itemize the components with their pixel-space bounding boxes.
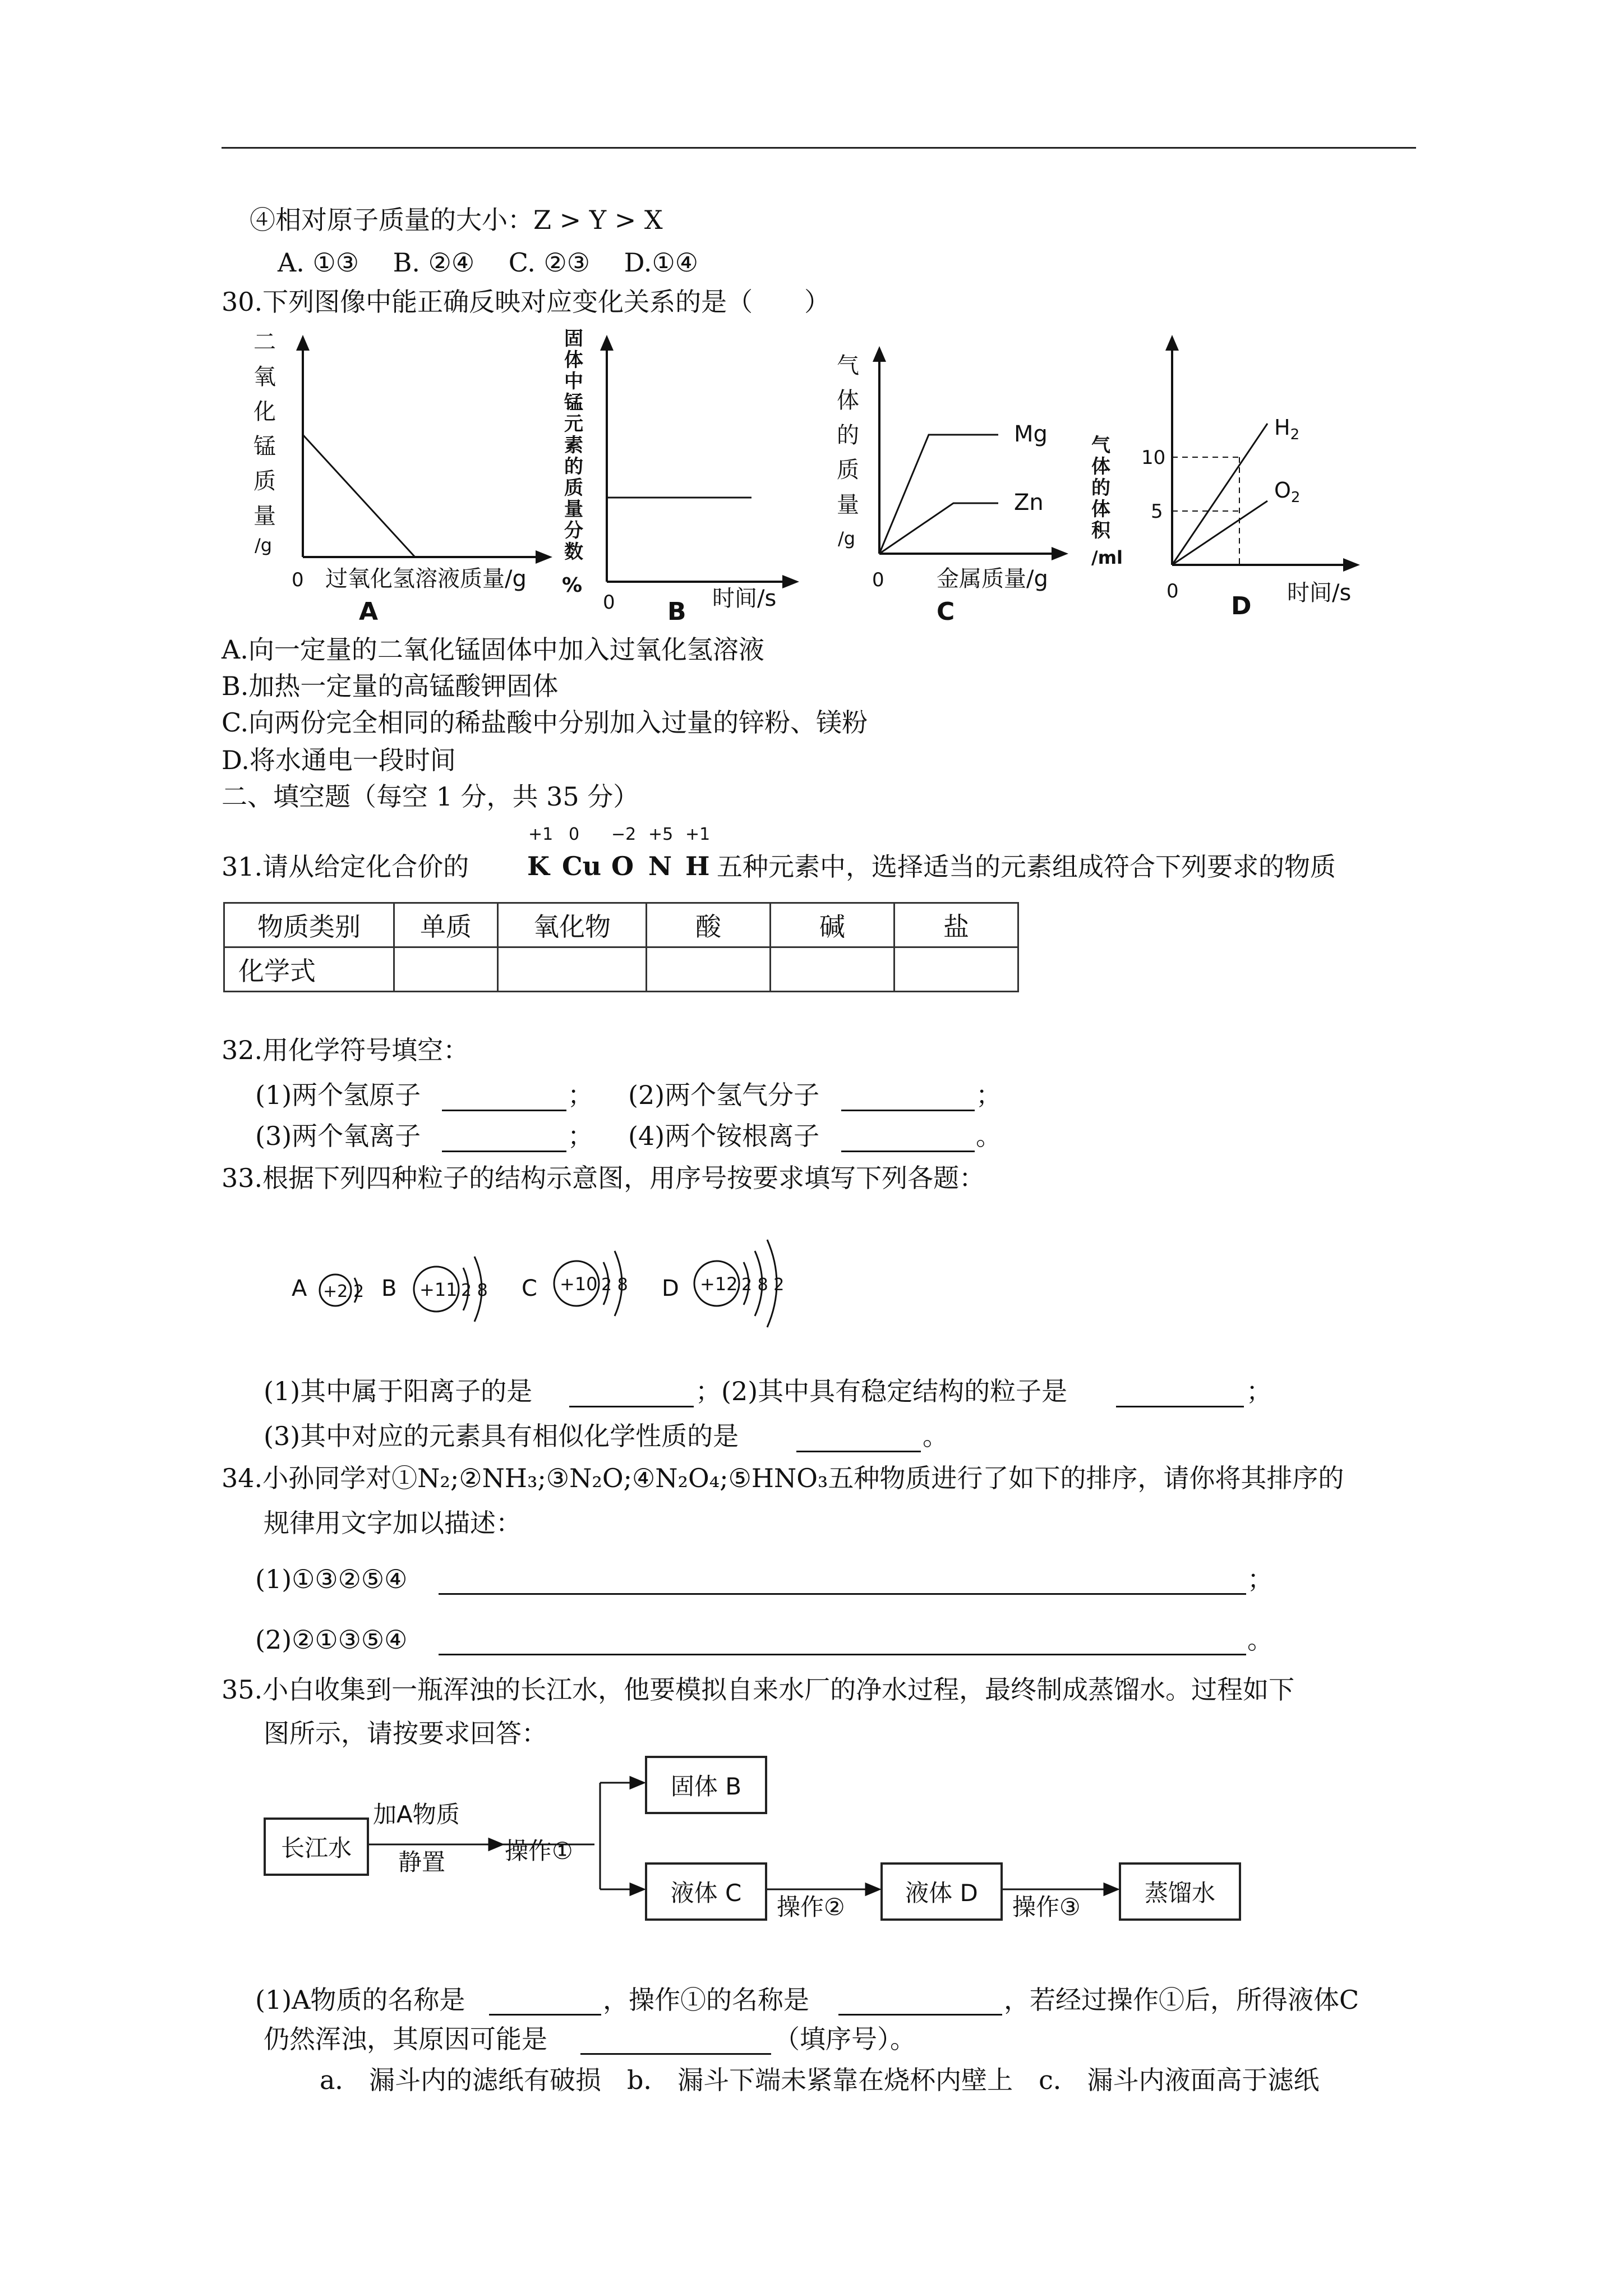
q30-option-b: B.加热一定量的高锰酸钾固体 [222, 671, 559, 701]
svg-text:积: 积 [1091, 519, 1110, 542]
q35-stem1: 35.小白收集到一瓶浑浊的长江水，他要模拟自来水厂的净水过程，最终制成蒸馏水。过程如下 [222, 1674, 1295, 1705]
svg-text:量: 量 [837, 492, 859, 518]
q31-th-element: 单质 [394, 903, 498, 947]
flow-settle: 静置 [398, 1848, 446, 1876]
svg-text:的: 的 [564, 455, 583, 478]
chart-a-ylabel-3: 化 [253, 399, 276, 425]
el-k-valence: +1 [528, 825, 554, 844]
q30-option-c: C.向两份完全相同的稀盐酸中分别加入过量的锌粉、镁粉 [222, 707, 868, 738]
q34-stem1: 34.小孙同学对①N₂;②NH₃;③N₂O;④N₂O₄;⑤HNO₃五种物质进行了如下的排序，请你将其排序的 [222, 1463, 1344, 1493]
svg-text:数: 数 [564, 541, 583, 563]
atom-a-letter: A [292, 1276, 307, 1301]
el-k: K [527, 851, 550, 881]
flow-op1: 操作① [505, 1837, 573, 1865]
q35-blank2[interactable] [838, 2014, 1002, 2016]
chart-a-ylabel-5: 质 [253, 468, 276, 494]
q30-option-d: D.将水通电一段时间 [222, 745, 456, 775]
q31-th-salt: 盐 [895, 903, 1018, 947]
q33-stem: 33.根据下列四种粒子的结构示意图，用序号按要求填写下列各题： [222, 1163, 985, 1193]
q35-blank1[interactable] [489, 2014, 601, 2016]
svg-text:体: 体 [1091, 455, 1110, 478]
q33-semi: ； [1246, 1376, 1272, 1406]
q35-p1c: ，若经过操作①后，所得液体C [1004, 1985, 1359, 2015]
svg-text:量: 量 [564, 498, 583, 521]
atom-d-shells: 2 8 2 [741, 1275, 785, 1295]
q33-p1: (1)其中属于阳离子的是 [264, 1376, 533, 1406]
svg-text:气: 气 [1091, 434, 1110, 457]
el-cu-valence: 0 [569, 825, 580, 844]
flow-liquid-d: 液体 D [880, 1862, 1003, 1921]
chart-d-ylabel-unit: /ml [1091, 547, 1123, 568]
flow-op3: 操作③ [1012, 1893, 1081, 1921]
chart-a-xlabel: 过氧化氢溶液质量/g [325, 566, 527, 592]
chart-c-ylabel-unit: /g [838, 528, 856, 549]
q31-th-category: 物质类别 [224, 903, 394, 947]
q33-end: 。 [923, 1421, 948, 1451]
chart-d-tick-5: 5 [1151, 500, 1163, 523]
chart-b-xlabel: 时间/s [712, 586, 777, 611]
q32-semi1: ； [568, 1080, 593, 1110]
q31-row-label: 化学式 [224, 947, 394, 992]
q35-p1e: （填序号）。 [774, 2024, 916, 2054]
q34-end: 。 [1247, 1625, 1273, 1655]
q32-p1: (1)两个氢原子 [255, 1080, 421, 1110]
chart-a-ylabel-4: 锰 [253, 434, 276, 459]
q31-pre: 31.请从给定化合价的 [222, 852, 469, 882]
svg-text:中: 中 [564, 370, 583, 393]
section2-title: 二、填空题（每空 1 分，共 35 分） [222, 781, 639, 812]
atom-a-shells: 2 [353, 1282, 365, 1301]
chart-d-tick-10: 10 [1141, 447, 1166, 469]
chart-c-origin: 0 [872, 569, 884, 591]
q35-p1a: (1)A物质的名称是 [255, 1985, 465, 2015]
q32-p2: (2)两个氢气分子 [628, 1080, 820, 1110]
svg-text:固: 固 [564, 328, 583, 350]
svg-text:分: 分 [564, 519, 583, 542]
chart-a-letter: A [359, 597, 379, 626]
svg-text:气: 气 [837, 353, 859, 379]
q35-blank3[interactable] [580, 2053, 771, 2055]
q32-end: 。 [976, 1121, 1002, 1151]
chart-c-xlabel: 金属质量/g [937, 566, 1048, 592]
el-h-valence: +1 [685, 825, 711, 844]
q31-th-oxide: 氧化物 [498, 903, 647, 947]
atom-b-letter: B [381, 1276, 397, 1301]
chart-a-ylabel-unit: /g [255, 535, 273, 556]
q32-p4: (4)两个铵根离子 [628, 1121, 820, 1151]
chart-b-origin: 0 [603, 591, 615, 614]
el-o-valence: −2 [611, 825, 637, 844]
svg-text:体: 体 [564, 349, 583, 371]
q32-p3: (3)两个氧离子 [255, 1121, 421, 1151]
chart-a-ylabel-6: 量 [253, 503, 276, 529]
q31-th-acid: 酸 [647, 903, 771, 947]
atom-c-shells: 2 8 [601, 1275, 628, 1295]
atom-a-charge: +2 [323, 1282, 348, 1301]
flow-liquid-c: 液体 C [645, 1862, 767, 1921]
chart-d-series-h2: $H_2$ [1274, 415, 1300, 443]
svg-text:元: 元 [564, 413, 583, 435]
svg-text:的: 的 [1091, 477, 1110, 499]
q29-options: A. ①③ B. ②④ C. ②③ D.①④ [278, 247, 698, 278]
chart-d-letter: D [1231, 592, 1252, 620]
q31-th-base: 碱 [771, 903, 895, 947]
chart-b-letter: B [667, 597, 686, 626]
chart-a-ylabel-2: 氧 [253, 364, 276, 390]
q30-stem: 30.下列图像中能正确反映对应变化关系的是（ ） [222, 287, 831, 317]
q31-post: 五种元素中，选择适当的元素组成符合下列要求的物质 [717, 852, 1336, 882]
chart-b-ylabel-pct: % [562, 574, 583, 597]
el-n-valence: +5 [648, 825, 674, 844]
q32-semi3: ； [568, 1121, 593, 1151]
svg-text:锰: 锰 [564, 392, 583, 414]
q32-stem: 32.用化学符号填空： [222, 1035, 469, 1065]
atom-d-charge: +12 [700, 1273, 738, 1295]
flow-solid-b: 固体 B [645, 1756, 767, 1814]
chart-d-series-o2: $O_2$ [1274, 478, 1301, 506]
q33-p2: ；(2)其中具有稳定结构的粒子是 [695, 1376, 1068, 1406]
chart-a-origin: 0 [292, 569, 304, 591]
q35-stem2: 图所示，请按要求回答： [264, 1718, 547, 1749]
atom-d-letter: D [662, 1276, 679, 1301]
svg-text:的: 的 [837, 422, 859, 448]
q30-option-a: A.向一定量的二氧化锰固体中加入过氧化氢溶液 [222, 634, 764, 665]
flow-distilled: 蒸馏水 [1119, 1862, 1241, 1921]
flow-start: 长江水 [264, 1818, 369, 1876]
chart-c-series-mg: Mg [1014, 421, 1048, 447]
el-n: N [648, 851, 672, 881]
q35-p1b: ，操作①的名称是 [603, 1985, 809, 2015]
atom-b-charge: +11 [419, 1279, 458, 1300]
chart-d-xlabel: 时间/s [1287, 580, 1352, 606]
chart-c-series-zn: Zn [1014, 490, 1044, 516]
chart-a-ylabel-1: 二 [253, 329, 276, 355]
el-h: H [685, 851, 710, 881]
q33-p3: (3)其中对应的元素具有相似化学性质的是 [264, 1421, 739, 1451]
chart-d-origin: 0 [1166, 580, 1179, 602]
atom-c-charge: +10 [560, 1273, 598, 1295]
chart-c-letter: C [937, 597, 955, 626]
q34-p1: (1)①③②⑤④ [255, 1564, 408, 1594]
q35-choices: a． 漏斗内的滤纸有破损 b． 漏斗下端未紧靠在烧杯内壁上 c． 漏斗内液面高于滤纸 [320, 2065, 1320, 2095]
svg-text:质: 质 [564, 477, 583, 499]
svg-text:质: 质 [837, 457, 859, 483]
q34-p2: (2)②①③⑤④ [255, 1625, 408, 1655]
atom-c-letter: C [522, 1276, 537, 1301]
el-o: O [611, 851, 634, 881]
q34-semi: ； [1247, 1564, 1273, 1594]
flow-op2: 操作② [777, 1893, 845, 1921]
svg-text:体: 体 [837, 388, 859, 413]
q34-stem2: 规律用文字加以描述： [264, 1508, 522, 1538]
flow-add-a: 加A物质 [373, 1801, 460, 1828]
q35-p1d: 仍然浑浊，其原因可能是 [264, 2024, 547, 2054]
svg-text:素: 素 [564, 434, 583, 457]
el-cu: Cu [562, 851, 602, 881]
svg-text:体: 体 [1091, 498, 1110, 521]
q29-item4: ④相对原子质量的大小：Z > Y > X [250, 205, 663, 235]
atom-b-shells: 2 8 [461, 1281, 488, 1300]
q32-semi2: ； [976, 1080, 1002, 1110]
